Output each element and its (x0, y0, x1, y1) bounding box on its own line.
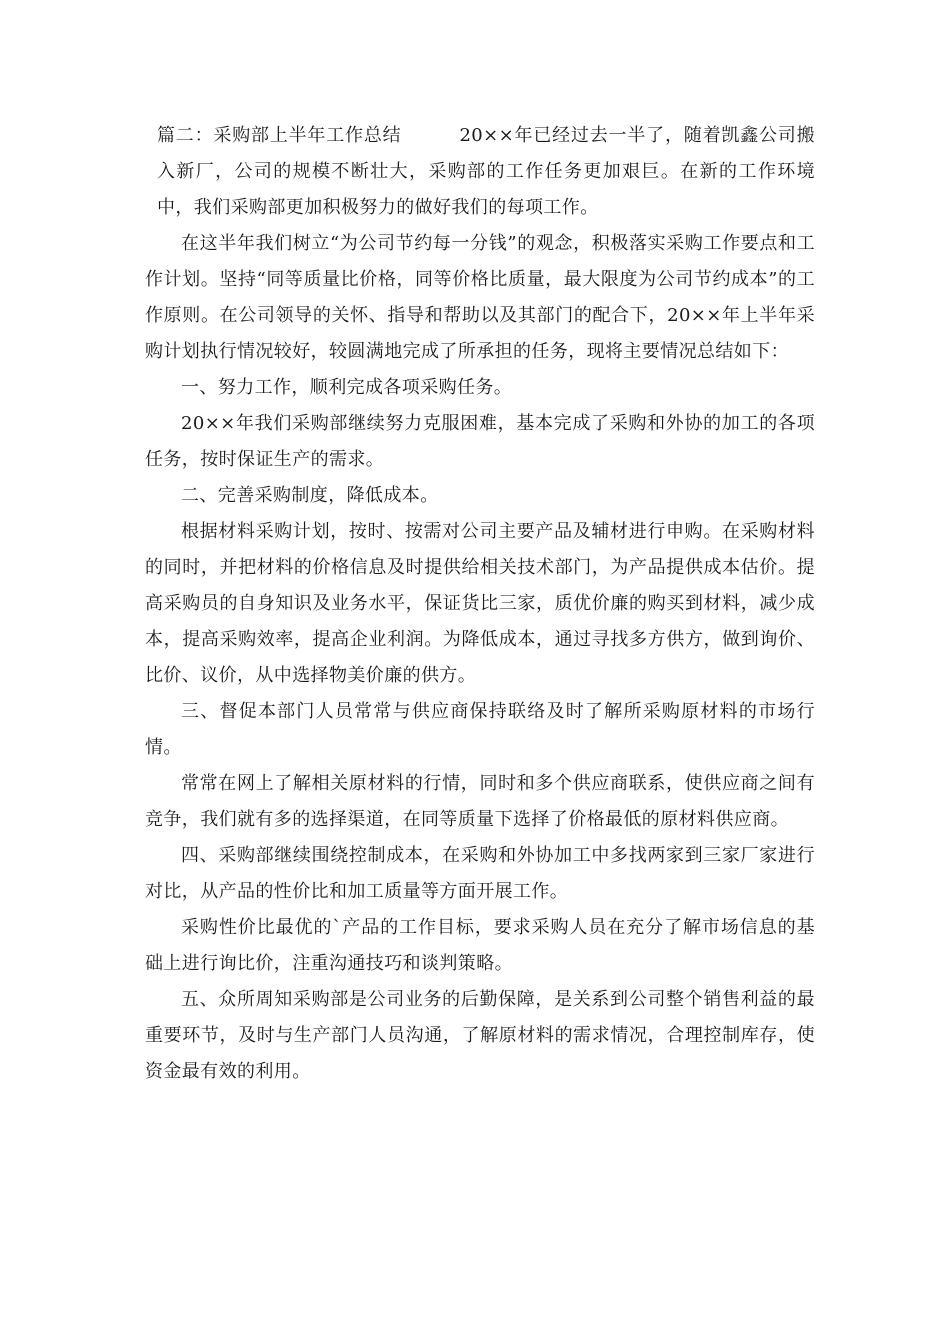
section-heading-1: 一、努力工作，顺利完成各项采购任务。 (181, 377, 513, 398)
paragraph: 20××年我们采购部继续努力克服困难，基本完成了采购和外协的加工的各项任务，按时保证生产的需求。 (145, 413, 815, 470)
document-body (145, 118, 815, 1090)
paragraph-text: 20××年已经过去一半了，随着凯鑫公司搬入新厂，公司的规模不断壮大，采购部的工作任务更加艰巨。在新的工作环境中，我们采购部更加积极努力的做好我们的每项工作。 (157, 125, 815, 218)
paragraph: 常常在网上了解相关原材料的行情，同时和多个供应商联系，使供应商之间有竞争，我们就有多的选择渠道，在同等质量下选择了价格最低的原材料供应商。 (145, 773, 815, 830)
intro-paragraph (145, 118, 815, 226)
section-heading-3: 三、督促本部门人员常常与供应商保持联络及时了解所采购原材料的市场行情。 (145, 701, 815, 758)
paragraph: 根据材料采购计划，按时、按需对公司主要产品及辅材进行申购。在采购材料的同时，并把材料的价格信息及时提供给相关技术部门，为产品提供成本估价。提高采购员的自身知识及业务水平，保证货比三家，质优价廉的购买到材料，减少成本，提高采购效率，提高企业利润。为降低成本，通过寻找多方供方，做到询价、比价、议价，从中选择物美价廉的供方。 (145, 521, 815, 686)
section-heading-5: 五、众所周知采购部是公司业务的后勤保障，是关系到公司整个销售利益的最重要环节，及时与生产部门人员沟通，了解原材料的需求情况，合理控制库存，使资金最有效的利用。 (145, 989, 815, 1082)
section-heading-2: 二、完善采购制度，降低成本。 (181, 485, 439, 506)
document-title: 篇二：采购部上半年工作总结 (157, 125, 402, 146)
paragraph: 在这半年我们树立“为公司节约每一分钱”的观念，积极落实采购工作要点和工作计划。坚持“同等质量比价格，同等价格比质量，最大限度为公司节约成本”的工作原则。在公司领导的关怀、指导和帮助以及其部门的配合下，20××年上半年采购计划执行情况较好，较圆满地完成了所承担的任务，现将主要情况总结如下： (145, 233, 815, 362)
paragraph: 采购性价比最优的`产品的工作目标，要求采购人员在充分了解市场信息的基础上进行询比价，注重沟通技巧和谈判策略。 (145, 917, 815, 974)
section-heading-4: 四、采购部继续围绕控制成本，在采购和外协加工中多找两家到三家厂家进行对比，从产品的性价比和加工质量等方面开展工作。 (145, 845, 815, 902)
